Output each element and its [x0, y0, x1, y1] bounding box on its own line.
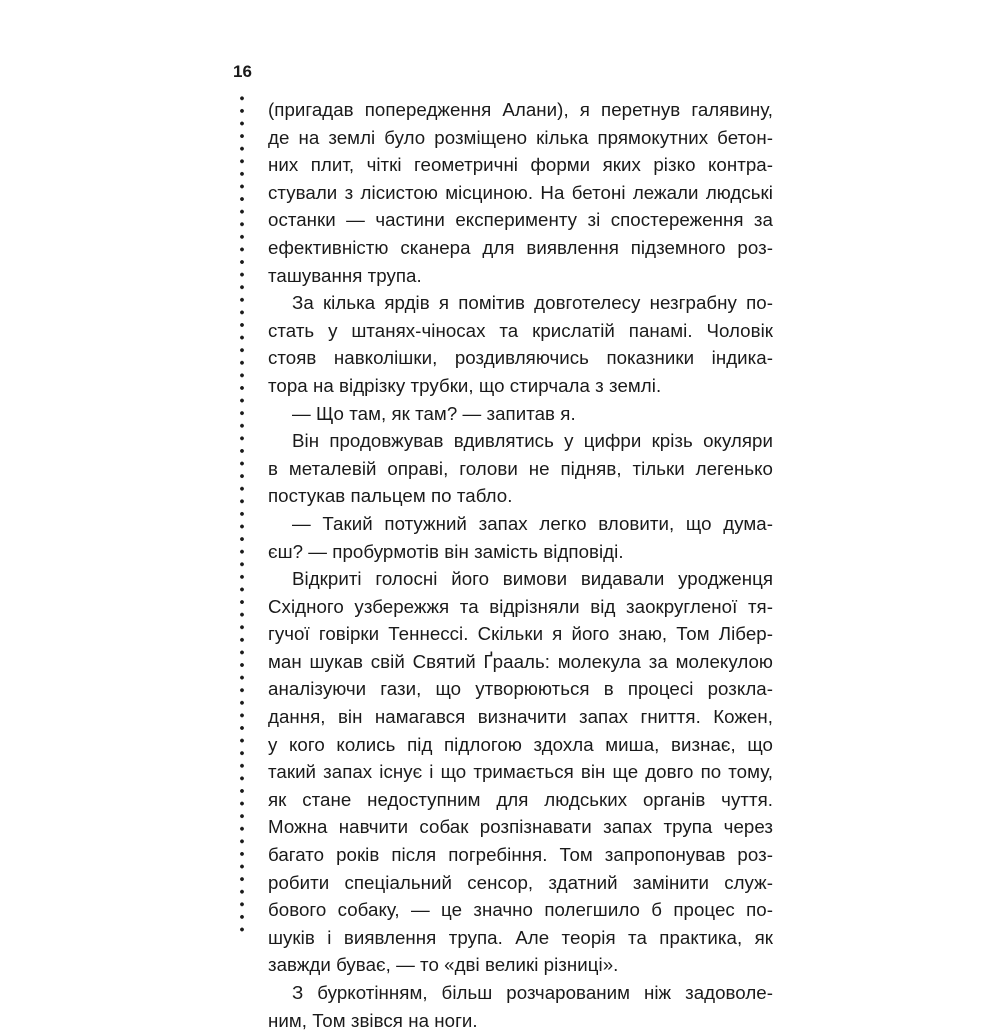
text-line: стать у штанях-чіносах та крислатій панамі. Чоловік — [268, 319, 773, 341]
text-line: останки — частини експерименту зі спостереження за — [268, 209, 773, 231]
text-line: ефективністю сканера для виявлення підземного роз- — [268, 236, 773, 258]
dotted-margin-rule — [240, 92, 244, 938]
text-line: ним, Том звівся на ноги. — [268, 1009, 478, 1031]
text-line: робити спеціальний сенсор, здатний замінити служ- — [268, 871, 773, 893]
text-line: стояв навколішки, роздивляючись показники індика- — [268, 347, 773, 369]
text-line: За кілька ярдів я помітив довготелесу незграбну по- — [292, 292, 773, 314]
text-line: завжди буває, — то «дві великі різниці». — [268, 954, 619, 976]
text-line: них плит, чіткі геометричні форми яких різко контра- — [268, 154, 773, 176]
page-number: 16 — [233, 62, 252, 81]
text-line: бового собаку, — це значно полегшило б процес по- — [268, 899, 773, 921]
text-line: — Такий потужний запах легко вловити, що дума- — [292, 512, 773, 534]
text-line: тора на відрізку трубки, що стирчала з землі. — [268, 374, 662, 396]
body-text — [268, 96, 773, 1034]
text-line: такий запах існує і що тримається він ще довго по тому, — [268, 761, 773, 783]
text-line: шуків і виявлення трупа. Але теорія та практика, як — [268, 926, 773, 948]
text-line: дання, він намагався визначити запах гниття. Кожен, — [268, 706, 773, 728]
text-line: Він продовжував вдивлятись у цифри крізь окуляри — [292, 430, 773, 452]
text-line: — Що там, як там? — запитав я. — [292, 402, 576, 424]
text-line: єш? — пробурмотів він замість відповіді. — [268, 540, 624, 562]
text-line: аналізуючи гази, що утворюються в процесі розкла- — [268, 678, 773, 700]
text-line: багато років після погребіння. Том запропонував роз- — [268, 844, 773, 866]
text-line: Відкриті голосні його вимови видавали уродженця — [292, 568, 773, 590]
text-line: З буркотінням, більш розчарованим ніж задоволе- — [292, 982, 773, 1003]
text-line: Східного узбережжя та відрізняли від заокругленої тя- — [268, 595, 773, 617]
text-line: гучої говірки Теннессі. Скільки я його знаю, Том Лібер- — [268, 623, 773, 645]
text-line: стували з лісистою місциною. На бетоні лежали людські — [268, 181, 773, 203]
text-line: Можна навчити собак розпізнавати запах трупа через — [268, 816, 773, 838]
text-line: як стане недоступним для людських органів чуття. — [268, 788, 773, 810]
text-line: у кого колись під підлогою здохла миша, визнає, що — [268, 733, 773, 755]
text-line: ташування трупа. — [268, 264, 422, 286]
text-line: в металевій оправі, голови не підняв, тільки легенько — [268, 457, 773, 479]
text-line: де на землі було розміщено кілька прямокутних бетон- — [268, 126, 773, 148]
text-line: ман шукав свій Святий Ґрааль: молекула за молекулою — [268, 650, 773, 672]
text-line: постукав пальцем по табло. — [268, 485, 513, 507]
text-line: (пригадав попередження Алани), я перетнув галявину, — [268, 99, 773, 120]
